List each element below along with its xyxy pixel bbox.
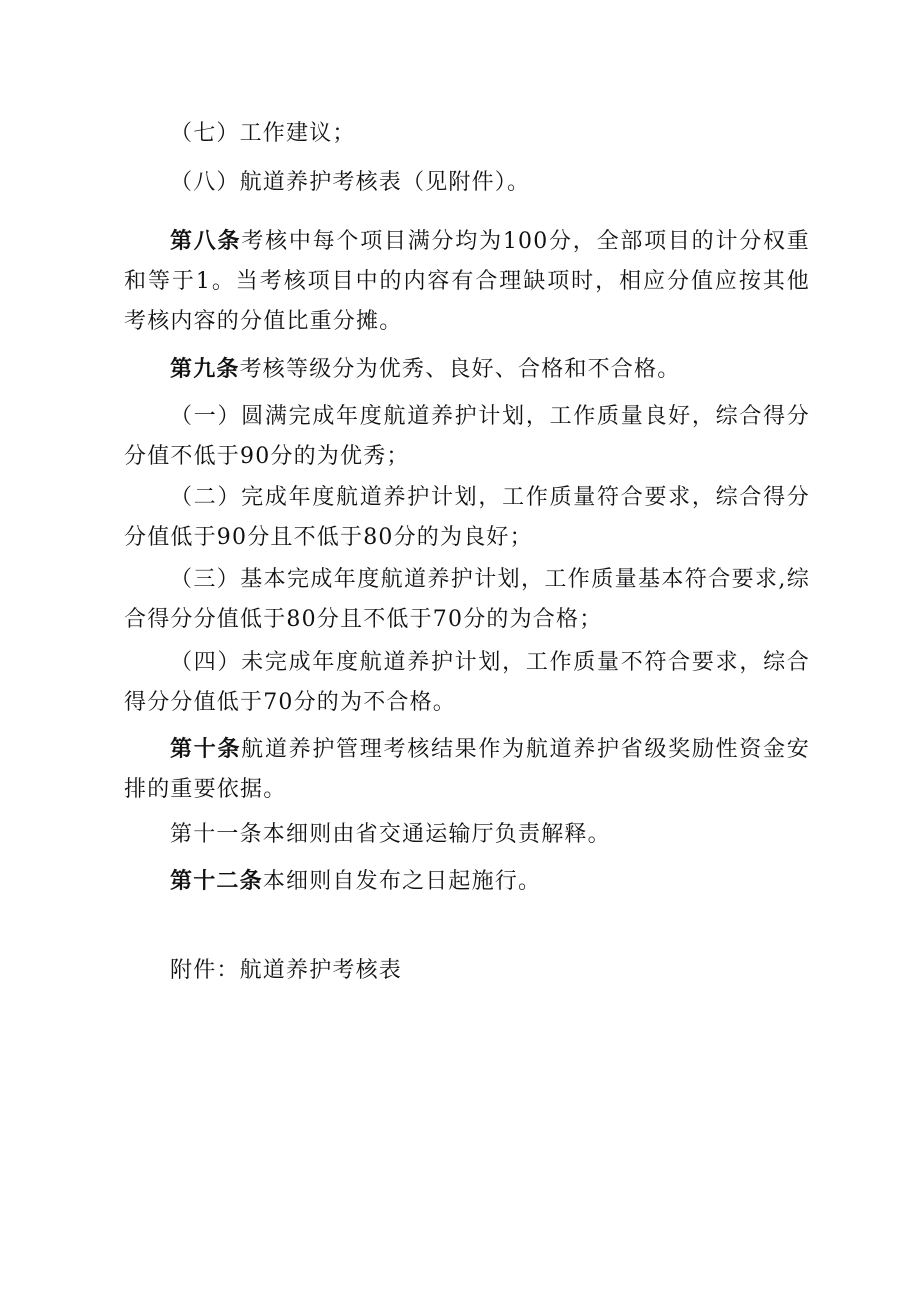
article-eight-label: 第八条 xyxy=(170,228,242,254)
article-twelve-label: 第十二条 xyxy=(170,868,263,894)
article-nine xyxy=(124,349,810,390)
attachment-line xyxy=(124,951,810,991)
article-eight xyxy=(124,221,810,342)
grade-pass-text: （三）基本完成年度航道养护计划，工作质量基本符合要求,综合得分分值低于80分且不低于70分的为合格； xyxy=(124,567,810,632)
grade-good-text: （二）完成年度航道养护计划，工作质量符合要求，综合得分分值低于90分且不低于80分的为良好； xyxy=(124,485,810,550)
item-seven xyxy=(124,114,810,154)
article-twelve-text: 本细则自发布之日起施行。 xyxy=(262,869,542,894)
article-ten xyxy=(124,729,810,810)
item-seven-text: （七）工作建议； xyxy=(170,121,356,146)
article-twelve xyxy=(124,861,810,902)
grade-excellent xyxy=(124,397,810,477)
article-eleven xyxy=(124,815,810,855)
grade-good xyxy=(124,478,810,558)
item-eight-text: （八）航道养护考核表（见附件）。 xyxy=(170,170,531,195)
article-eight-text: 考核中每个项目满分均为100分，全部项目的计分权重和等于1。当考核项目中的内容有合理缺项时，相应分值应按其他考核内容的分值比重分摊。 xyxy=(124,229,810,334)
attachment-text: 附件：航道养护考核表 xyxy=(170,958,403,983)
item-eight xyxy=(124,163,810,203)
article-eleven-text: 第十一条本细则由省交通运输厅负责解释。 xyxy=(170,822,611,847)
grade-pass xyxy=(124,560,810,640)
grade-fail xyxy=(124,643,810,723)
grade-excellent-text: （一）圆满完成年度航道养护计划，工作质量良好，综合得分分值不低于90分的为优秀； xyxy=(124,404,810,469)
article-ten-text: 航道养护管理考核结果作为航道养护省级奖励性资金安排的重要依据。 xyxy=(124,737,810,802)
article-ten-label: 第十条 xyxy=(170,736,242,762)
article-nine-label: 第九条 xyxy=(170,356,240,382)
grade-fail-text: （四）未完成年度航道养护计划，工作质量不符合要求，综合得分分值低于70分的为不合格。 xyxy=(124,650,810,715)
article-nine-text: 考核等级分为优秀、良好、合格和不合格。 xyxy=(239,357,681,382)
